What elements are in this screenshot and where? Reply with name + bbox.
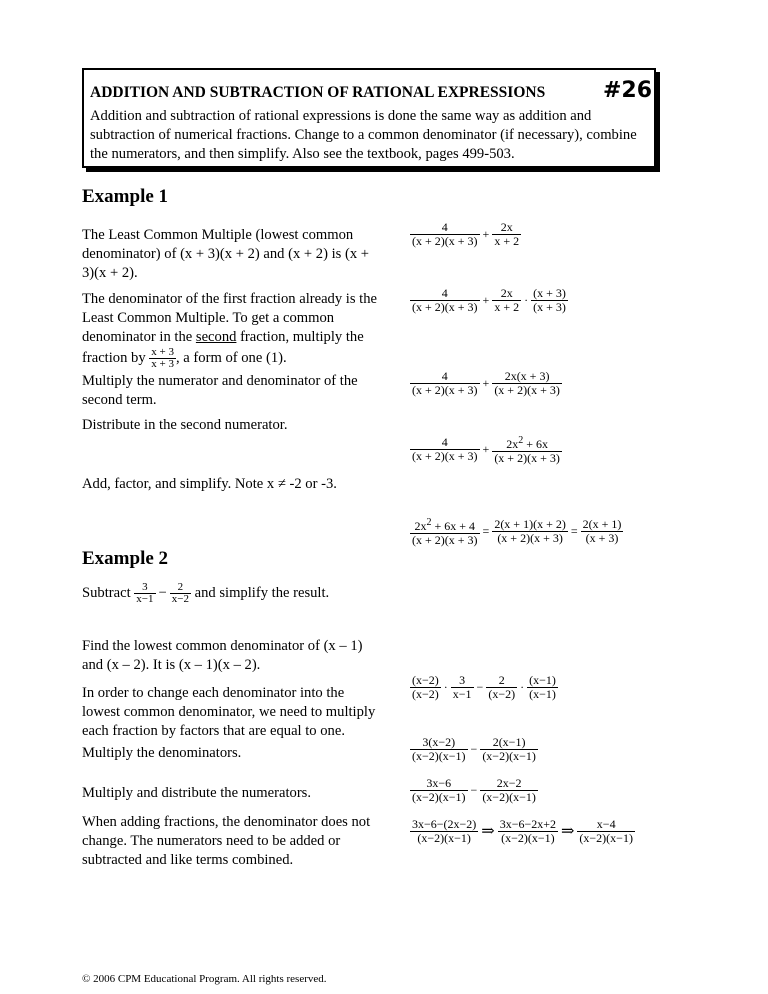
copyright-footer: © 2006 CPM Educational Program. All rights reserved.: [82, 973, 327, 985]
ex2-expression-3: [410, 777, 538, 804]
ex2-expression-2: [410, 736, 538, 763]
fraction: [498, 818, 558, 845]
denominator: x−1: [136, 593, 154, 605]
denominator: (x−2)(x−1): [482, 790, 536, 804]
fraction: [527, 674, 558, 701]
term: 2x: [414, 519, 427, 533]
numerator: 3(x−2): [410, 736, 468, 750]
numerator: 3x−6: [410, 777, 468, 791]
fraction: [480, 777, 538, 804]
numerator: 3x−6−2x+2: [499, 817, 557, 831]
numerator: 4: [410, 287, 480, 301]
denominator: (x−2)(x−1): [579, 831, 633, 845]
ex2-paragraph-5: Multiply and distribute the numerators.: [82, 785, 312, 801]
numerator: 2: [170, 582, 191, 594]
denominator: (x + 2)(x + 3): [412, 533, 478, 547]
denominator: (x + 2)(x + 3): [494, 451, 560, 465]
fraction: [410, 736, 468, 763]
ex1-p2-text-c: , a form of one (1).: [176, 349, 287, 366]
fraction: [410, 674, 441, 701]
implies-arrow: ⇒: [481, 823, 495, 840]
denominator: (x−2)(x−1): [482, 749, 536, 763]
fraction: [410, 818, 478, 845]
fraction: [492, 434, 562, 465]
denominator: x−2: [171, 593, 189, 605]
numerator: 2: [486, 674, 517, 688]
numerator: 3: [451, 674, 474, 688]
denominator: (x + 2)(x + 3): [412, 234, 478, 248]
denominator: (x−2)(x−1): [412, 790, 466, 804]
ex1-p2-underlined: second: [195, 329, 237, 345]
fraction: [410, 370, 480, 397]
fraction: [410, 516, 480, 547]
ex1-paragraph-2: [82, 290, 382, 370]
numerator: [410, 516, 480, 534]
topic-number: #26: [603, 78, 653, 103]
ex2-paragraph-6: When adding fractions, the denominator does not change. The numerators need to be added or subtracted and like terms combined.: [82, 814, 371, 868]
ex2-paragraph-3: In order to change each denominator into the lowest common denominator, we need to multiply each fraction by factors that are equal to one.: [82, 685, 376, 739]
multiply-dot: ·: [443, 680, 448, 694]
numerator: (x + 3): [533, 286, 566, 300]
example-2-heading: Example 2: [82, 548, 169, 569]
ex1-expression-1: [410, 221, 521, 248]
numerator: [492, 434, 562, 452]
fraction: [492, 518, 568, 545]
denominator: (x + 2)(x + 3): [412, 300, 478, 314]
page-title: ADDITION AND SUBTRACTION OF RATIONAL EXPRESSIONS: [90, 84, 546, 101]
ex2-paragraph-4: Multiply the denominators.: [82, 745, 242, 761]
operator: +: [482, 293, 490, 307]
fraction: [410, 436, 480, 463]
fraction: [480, 736, 538, 763]
operator: −: [470, 742, 478, 756]
operator: +: [482, 227, 490, 241]
exponent: 2: [426, 517, 432, 528]
numerator: 2(x + 1): [582, 517, 622, 531]
ex2-expression-1: [410, 674, 558, 701]
term: + 6x + 4: [431, 519, 476, 533]
form-of-one-fraction: [149, 347, 176, 370]
fraction: [531, 287, 568, 314]
operator: −: [470, 783, 478, 797]
denominator: (x + 3): [533, 300, 566, 314]
ex1-p2-text-a: The denominator of the first fraction already is the Least Common Multiple. To get a common denominator in the: [82, 291, 378, 345]
implies-arrow: ⇒: [561, 823, 575, 840]
text: Subtract: [82, 584, 135, 601]
fraction-denominator: x + 3: [151, 358, 174, 370]
numerator: 2(x + 1)(x + 2): [494, 517, 566, 531]
numerator: 2x−2: [480, 777, 538, 791]
ex1-paragraph-1: The Least Common Multiple (lowest common denominator) of (x + 3)(x + 2) and (x + 2) is (x + 3)(x + 2).: [82, 227, 370, 281]
fraction: [486, 674, 517, 701]
denominator: (x + 2)(x + 3): [412, 449, 478, 463]
denominator: (x−2)(x−1): [412, 749, 466, 763]
numerator: 4: [410, 221, 480, 235]
text: and simplify the result.: [190, 584, 330, 601]
denominator: (x + 2)(x + 3): [494, 383, 560, 397]
operator: +: [482, 376, 490, 390]
term: 2x: [506, 437, 519, 451]
fraction: [134, 582, 155, 605]
numerator: (x−2): [412, 673, 439, 687]
ex2-paragraph-2: Find the lowest common denominator of (x – 1) and (x – 2). It is (x – 1)(x – 2).: [82, 638, 363, 673]
ex1-paragraph-4: Distribute in the second numerator.: [82, 417, 288, 433]
denominator: (x−2): [412, 687, 439, 701]
ex1-p2-text-b: fraction, multiply the fraction by: [82, 329, 364, 366]
fraction: [410, 287, 480, 314]
fraction: [410, 777, 468, 804]
fraction-numerator: x + 3: [151, 346, 174, 358]
numerator: (x−1): [529, 673, 556, 687]
exponent: 2: [518, 435, 524, 446]
operator: −: [476, 680, 484, 694]
multiply-dot: ·: [520, 680, 525, 694]
fraction: [492, 370, 562, 397]
fraction: [492, 221, 521, 248]
numerator: 3: [134, 582, 155, 594]
denominator: (x−2)(x−1): [501, 831, 555, 845]
ex1-expression-4: [410, 434, 562, 465]
operator: −: [158, 585, 167, 601]
fraction: [577, 818, 635, 845]
denominator: (x + 2)(x + 3): [412, 383, 478, 397]
multiply-dot: ·: [524, 293, 529, 307]
example-1-heading: Example 1: [82, 186, 169, 207]
equals: =: [570, 524, 578, 538]
denominator: (x−2): [488, 687, 516, 701]
denominator: (x−1): [529, 687, 556, 701]
fraction: [170, 582, 191, 605]
operator: +: [482, 442, 490, 456]
numerator: 4: [410, 370, 480, 384]
denominator: x + 2: [494, 234, 520, 248]
denominator: (x−2)(x−1): [417, 831, 471, 845]
numerator: 4: [410, 436, 480, 450]
ex1-expression-2: [410, 287, 568, 314]
denominator: x−1: [452, 687, 472, 701]
ex2-paragraph-1: [82, 582, 329, 605]
ex1-expression-3: [410, 370, 562, 397]
fraction: [492, 287, 521, 314]
intro-paragraph: Addition and subtraction of rational expressions is done the same way as addition and subtraction of numerical fractions. Change to a common denominator (if necessary), combine the numerators, and then simplify. Also see the textbook, pages 499-503.: [90, 108, 637, 162]
term: + 6x: [523, 437, 548, 451]
ex2-expression-4: [410, 818, 635, 845]
fraction: [451, 674, 474, 701]
ex1-paragraph-3: Multiply the numerator and denominator of the second term.: [82, 373, 358, 408]
numerator: 2x: [492, 221, 521, 235]
numerator: 2x(x + 3): [492, 370, 562, 384]
fraction: [410, 221, 480, 248]
numerator: 2x: [492, 287, 521, 301]
ex1-expression-5: [410, 516, 623, 547]
denominator: (x + 3): [585, 531, 619, 545]
numerator: 2(x−1): [480, 736, 538, 750]
ex1-paragraph-5: Add, factor, and simplify. Note x ≠ -2 or -3.: [82, 476, 337, 492]
fraction: [581, 518, 624, 545]
equals: =: [482, 524, 490, 538]
denominator: (x + 2)(x + 3): [497, 531, 563, 545]
numerator: x−4: [577, 818, 635, 832]
denominator: x + 2: [494, 300, 520, 314]
numerator: 3x−6−(2x−2): [412, 817, 477, 831]
